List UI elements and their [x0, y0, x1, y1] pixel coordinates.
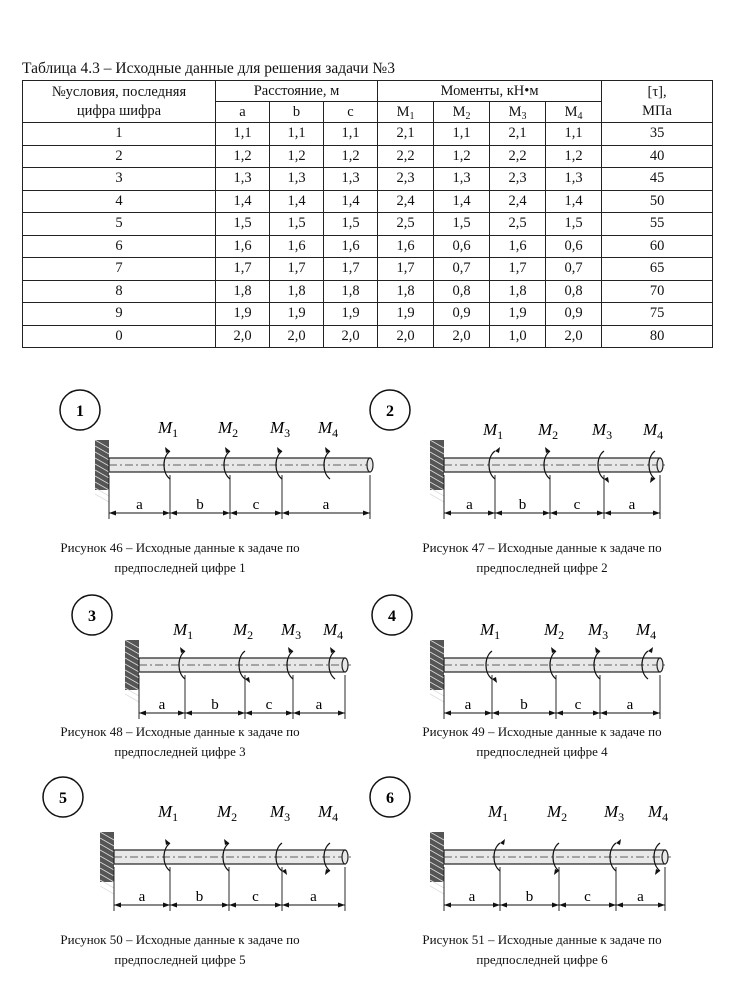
table-cell: 2,3 [490, 168, 546, 191]
table-cell: 1,1 [434, 123, 490, 146]
moment-label-3 [587, 620, 608, 642]
figure-4-caption-line2: предпоследней цифре 4 [476, 744, 608, 759]
moment-subscript: 4 [662, 810, 669, 824]
table-cell: 1,3 [546, 168, 602, 191]
table-body [23, 123, 713, 348]
dimension-label: b [518, 497, 527, 513]
dimension-line [444, 675, 660, 719]
table-cell: 2,1 [490, 123, 546, 146]
moment-label-4 [642, 420, 663, 442]
header-m3-sub: 3 [521, 110, 527, 122]
figure-6 [360, 772, 690, 922]
moment-label-3 [591, 420, 612, 442]
table-cell: 0,8 [546, 280, 602, 303]
table-cell: 1,6 [216, 235, 270, 258]
moment-letter: M [270, 418, 285, 437]
header-c: c [324, 102, 378, 123]
moment-letter: M [218, 418, 233, 437]
moment-subscript: 3 [618, 810, 625, 824]
dimension-label: c [265, 697, 273, 713]
moment-subscript: 4 [332, 426, 339, 440]
moment-label-1 [157, 418, 178, 440]
header-m4-sub: 4 [577, 110, 583, 122]
table-cell: 2,0 [378, 325, 434, 348]
moment-letter: M [648, 802, 663, 821]
table-cell: 0,9 [546, 303, 602, 326]
moment-label-3 [280, 620, 301, 642]
table-cell: 1,1 [546, 123, 602, 146]
dimension-label: a [468, 889, 476, 905]
table-cell: 1,8 [216, 280, 270, 303]
moment-subscript: 2 [232, 426, 239, 440]
table-cell: 1,9 [324, 303, 378, 326]
figure-number: 4 [388, 608, 396, 625]
dimension-label: c [252, 889, 259, 905]
wall-support [125, 640, 139, 702]
moment-letter: M [538, 420, 553, 439]
table-row [23, 123, 713, 146]
moment-label-1 [172, 620, 193, 642]
moment-letter: M [636, 620, 651, 639]
figure-number: 6 [386, 790, 394, 807]
dimension-line [444, 475, 660, 519]
table-cell: 1,5 [434, 213, 490, 236]
table-cell: 1,4 [546, 190, 602, 213]
data-table [22, 80, 713, 348]
table-cell: 0,9 [434, 303, 490, 326]
figure-4-caption-line1: Рисунок 49 – Исходные данные к задаче по [422, 724, 662, 739]
table-cell: 80 [602, 325, 713, 348]
table-cell: 1,5 [216, 213, 270, 236]
table-cell: 6 [23, 235, 216, 258]
table-cell: 2,4 [490, 190, 546, 213]
table-cell: 65 [602, 258, 713, 281]
dimension-line [109, 475, 370, 519]
table-cell: 60 [602, 235, 713, 258]
table-cell: 1,8 [490, 280, 546, 303]
moment-letter: M [158, 418, 173, 437]
header-condition-line2: цифра шифра [76, 102, 162, 119]
moment-subscript: 3 [284, 426, 291, 440]
moment-subscript: 4 [337, 628, 344, 642]
table-cell: 1,6 [324, 235, 378, 258]
moment-subscript: 2 [552, 428, 559, 442]
table-cell: 2,0 [216, 325, 270, 348]
dimension-label: a [310, 889, 317, 905]
dimension-label: b [195, 889, 204, 905]
moment-letter: M [547, 802, 562, 821]
moment-letter: M [158, 802, 173, 821]
header-m2-sub: 2 [465, 110, 471, 122]
table-cell: 1,5 [546, 213, 602, 236]
table-cell: 9 [23, 303, 216, 326]
table-cell: 1,7 [270, 258, 324, 281]
moment-subscript: 4 [650, 628, 657, 642]
figure-number: 3 [88, 608, 96, 625]
moment-subscript: 1 [494, 628, 501, 642]
moment-label-3 [269, 418, 290, 440]
header-m1-sub: 1 [409, 110, 415, 122]
figure-6-caption [362, 930, 722, 970]
table-cell: 0,6 [546, 235, 602, 258]
table-cell: 1,1 [324, 123, 378, 146]
moment-letter: M [318, 802, 333, 821]
table-cell: 0,7 [434, 258, 490, 281]
moment-subscript: 2 [558, 628, 565, 642]
moment-subscript: 3 [295, 628, 302, 642]
table-cell: 1,2 [434, 145, 490, 168]
table-row [23, 145, 713, 168]
moment-label-4 [322, 620, 343, 642]
table-cell: 3 [23, 168, 216, 191]
table-cell: 1,4 [434, 190, 490, 213]
moment-letter: M [173, 620, 188, 639]
table-cell: 4 [23, 190, 216, 213]
figure-3-caption-line2: предпоследней цифре 3 [114, 744, 246, 759]
header-distance: Расстояние, м [216, 81, 378, 102]
table-cell: 2,0 [270, 325, 324, 348]
header-m4 [546, 102, 602, 123]
table-cell: 50 [602, 190, 713, 213]
table-cell: 1,7 [378, 258, 434, 281]
moment-subscript: 4 [332, 810, 339, 824]
dimension-label: c [584, 889, 591, 905]
figure-2-caption-line1: Рисунок 47 – Исходные данные к задаче по [422, 540, 662, 555]
table-cell: 1,6 [490, 235, 546, 258]
table-cell: 1,3 [270, 168, 324, 191]
wall-support [430, 832, 444, 894]
moment-label-4 [317, 418, 338, 440]
moment-subscript: 3 [602, 628, 609, 642]
table-cell: 1,1 [216, 123, 270, 146]
table-cell: 1,9 [490, 303, 546, 326]
shaft [444, 658, 666, 672]
moment-letter: M [281, 620, 296, 639]
dimension-label: b [525, 889, 534, 905]
table-cell: 0,7 [546, 258, 602, 281]
dimension-label: a [136, 497, 143, 513]
dimension-label: b [520, 697, 528, 713]
table-cell: 40 [602, 145, 713, 168]
header-tau-line2: МПа [642, 102, 672, 119]
header-condition [23, 81, 216, 123]
moment-label-1 [157, 802, 178, 824]
dimension-label: a [626, 697, 634, 713]
table-row [23, 325, 713, 348]
wall-support [100, 832, 114, 894]
wall-support [95, 440, 109, 502]
table-cell: 1,3 [434, 168, 490, 191]
table-cell: 1,6 [378, 235, 434, 258]
table-cell: 70 [602, 280, 713, 303]
figure-number: 1 [76, 403, 84, 420]
dimension-line [114, 867, 345, 911]
shaft-diagram [65, 590, 405, 740]
moment-label-3 [269, 802, 290, 824]
table-cell: 1,9 [270, 303, 324, 326]
moment-letter: M [217, 802, 232, 821]
dimension-label: a [158, 697, 166, 713]
table-cell: 1,1 [270, 123, 324, 146]
header-m3 [490, 102, 546, 123]
figure-5-caption-line1: Рисунок 50 – Исходные данные к задаче по [60, 932, 300, 947]
shaft-diagram [40, 772, 380, 922]
dimension-label: a [466, 497, 473, 513]
table-cell: 45 [602, 168, 713, 191]
table-cell: 1,5 [324, 213, 378, 236]
moment-subscript: 2 [561, 810, 568, 824]
table-cell: 0 [23, 325, 216, 348]
shaft-diagram [360, 772, 700, 922]
header-tau [602, 81, 713, 123]
table-cell: 1,2 [324, 145, 378, 168]
dimension-label: a [315, 697, 323, 713]
figure-1-caption-line1: Рисунок 46 – Исходные данные к задаче по [60, 540, 300, 555]
shaft [444, 458, 666, 472]
figure-number: 2 [386, 403, 394, 420]
figure-1 [40, 385, 370, 535]
moment-letter: M [480, 620, 495, 639]
header-tau-line1: [τ], [647, 83, 667, 100]
figure-1-caption-line2: предпоследней цифре 1 [114, 560, 246, 575]
dimension-label: a [322, 497, 330, 513]
moment-letter: M [488, 802, 503, 821]
table-cell: 1,8 [378, 280, 434, 303]
dimension-label: c [574, 697, 582, 713]
dimension-label: c [252, 497, 260, 513]
table-cell: 2,0 [324, 325, 378, 348]
table-cell: 1,9 [378, 303, 434, 326]
dimension-label: b [196, 497, 204, 513]
table-cell: 2,0 [546, 325, 602, 348]
figure-5-caption-line2: предпоследней цифре 5 [114, 952, 246, 967]
moment-label-2 [216, 802, 237, 824]
table-caption: Таблица 4.3 – Исходные данные для решения задачи №3 [22, 60, 395, 77]
table-cell: 35 [602, 123, 713, 146]
figure-3-caption-line1: Рисунок 48 – Исходные данные к задаче по [60, 724, 300, 739]
figure-number: 5 [59, 790, 67, 807]
shaft [114, 850, 351, 864]
moment-subscript: 4 [657, 428, 664, 442]
header-m1-label: M [396, 103, 410, 120]
table-cell: 0,8 [434, 280, 490, 303]
figure-4-caption [362, 722, 722, 762]
header-a: a [216, 102, 270, 123]
figure-5-caption [0, 930, 360, 970]
moment-label-3 [603, 802, 624, 824]
dimension-label: b [211, 697, 219, 713]
moment-letter: M [592, 420, 607, 439]
figure-3-caption [0, 722, 360, 762]
figure-6-caption-line1: Рисунок 51 – Исходные данные к задаче по [422, 932, 662, 947]
table-cell: 2,5 [378, 213, 434, 236]
table-cell: 55 [602, 213, 713, 236]
table-cell: 1,7 [490, 258, 546, 281]
table-row [23, 168, 713, 191]
figure-6-caption-line2: предпоследней цифре 6 [476, 952, 608, 967]
table-cell: 1,9 [216, 303, 270, 326]
moment-label-4 [647, 802, 668, 824]
table-row [23, 303, 713, 326]
figure-3 [65, 590, 395, 740]
dimension-label: a [628, 497, 636, 513]
moment-subscript: 1 [502, 810, 509, 824]
table-row [23, 258, 713, 281]
moment-subscript: 2 [231, 810, 238, 824]
shaft-diagram [360, 385, 700, 535]
moment-letter: M [483, 420, 498, 439]
header-moments: Моменты, кН•м [378, 81, 602, 102]
table-cell: 1 [23, 123, 216, 146]
table-row [23, 213, 713, 236]
table-cell: 8 [23, 280, 216, 303]
moment-label-1 [479, 620, 500, 642]
figure-4 [360, 590, 690, 740]
table-cell: 1,8 [324, 280, 378, 303]
shaft-diagram [40, 385, 380, 535]
figure-2 [360, 385, 690, 535]
moment-subscript: 3 [284, 810, 291, 824]
table-cell: 5 [23, 213, 216, 236]
moment-label-2 [543, 620, 564, 642]
table-cell: 2,2 [490, 145, 546, 168]
moment-label-4 [317, 802, 338, 824]
table-cell: 0,6 [434, 235, 490, 258]
table-cell: 7 [23, 258, 216, 281]
wall-support [430, 640, 444, 702]
table-cell: 1,2 [216, 145, 270, 168]
shaft-diagram [360, 590, 700, 740]
table-cell: 1,7 [216, 258, 270, 281]
table-cell: 1,7 [324, 258, 378, 281]
moment-letter: M [270, 802, 285, 821]
figure-2-caption-line2: предпоследней цифре 2 [476, 560, 608, 575]
moment-subscript: 1 [497, 428, 504, 442]
moment-label-1 [482, 420, 503, 442]
table-cell: 1,0 [490, 325, 546, 348]
table-cell: 2,3 [378, 168, 434, 191]
table-row [23, 280, 713, 303]
table-cell: 1,2 [546, 145, 602, 168]
moment-label-2 [232, 620, 253, 642]
header-m1 [378, 102, 434, 123]
moment-letter: M [233, 620, 248, 639]
moment-subscript: 1 [172, 426, 179, 440]
table-cell: 1,8 [270, 280, 324, 303]
table-cell: 1,2 [270, 145, 324, 168]
shaft [139, 658, 351, 672]
table-row [23, 190, 713, 213]
moment-letter: M [544, 620, 559, 639]
dimension-label: a [637, 889, 644, 905]
table-cell: 1,4 [216, 190, 270, 213]
table-cell: 1,6 [270, 235, 324, 258]
table-cell: 1,3 [324, 168, 378, 191]
table-cell: 2,1 [378, 123, 434, 146]
header-m4-label: M [564, 103, 578, 120]
table-cell: 2,5 [490, 213, 546, 236]
shaft [444, 850, 671, 864]
moment-label-2 [217, 418, 238, 440]
shaft [109, 458, 376, 472]
table-cell: 1,4 [270, 190, 324, 213]
moment-letter: M [323, 620, 338, 639]
dimension-label: a [138, 889, 146, 905]
table-cell: 2 [23, 145, 216, 168]
moment-letter: M [604, 802, 619, 821]
table-row [23, 235, 713, 258]
moment-label-2 [546, 802, 567, 824]
moment-letter: M [643, 420, 658, 439]
dimension-label: a [464, 697, 472, 713]
moment-subscript: 1 [172, 810, 179, 824]
table-cell: 1,5 [270, 213, 324, 236]
table-cell: 1,4 [324, 190, 378, 213]
header-b: b [270, 102, 324, 123]
header-m2-label: M [452, 103, 466, 120]
figure-1-caption [0, 538, 360, 578]
figure-5 [40, 772, 370, 922]
moment-subscript: 3 [606, 428, 613, 442]
table-cell: 1,3 [216, 168, 270, 191]
header-m3-label: M [508, 103, 522, 120]
moment-subscript: 2 [247, 628, 254, 642]
dimension-label: c [573, 497, 581, 513]
moment-label-4 [635, 620, 656, 642]
header-m2 [434, 102, 490, 123]
moment-letter: M [588, 620, 603, 639]
figure-2-caption [362, 538, 722, 578]
header-condition-line1: №условия, последняя [51, 83, 187, 100]
table-cell: 2,2 [378, 145, 434, 168]
dimension-line [139, 675, 345, 719]
wall-support [430, 440, 444, 502]
moment-label-1 [487, 802, 508, 824]
moment-label-2 [537, 420, 558, 442]
moment-subscript: 1 [187, 628, 194, 642]
table-cell: 2,0 [434, 325, 490, 348]
table-cell: 2,4 [378, 190, 434, 213]
table-cell: 75 [602, 303, 713, 326]
moment-letter: M [318, 418, 333, 437]
